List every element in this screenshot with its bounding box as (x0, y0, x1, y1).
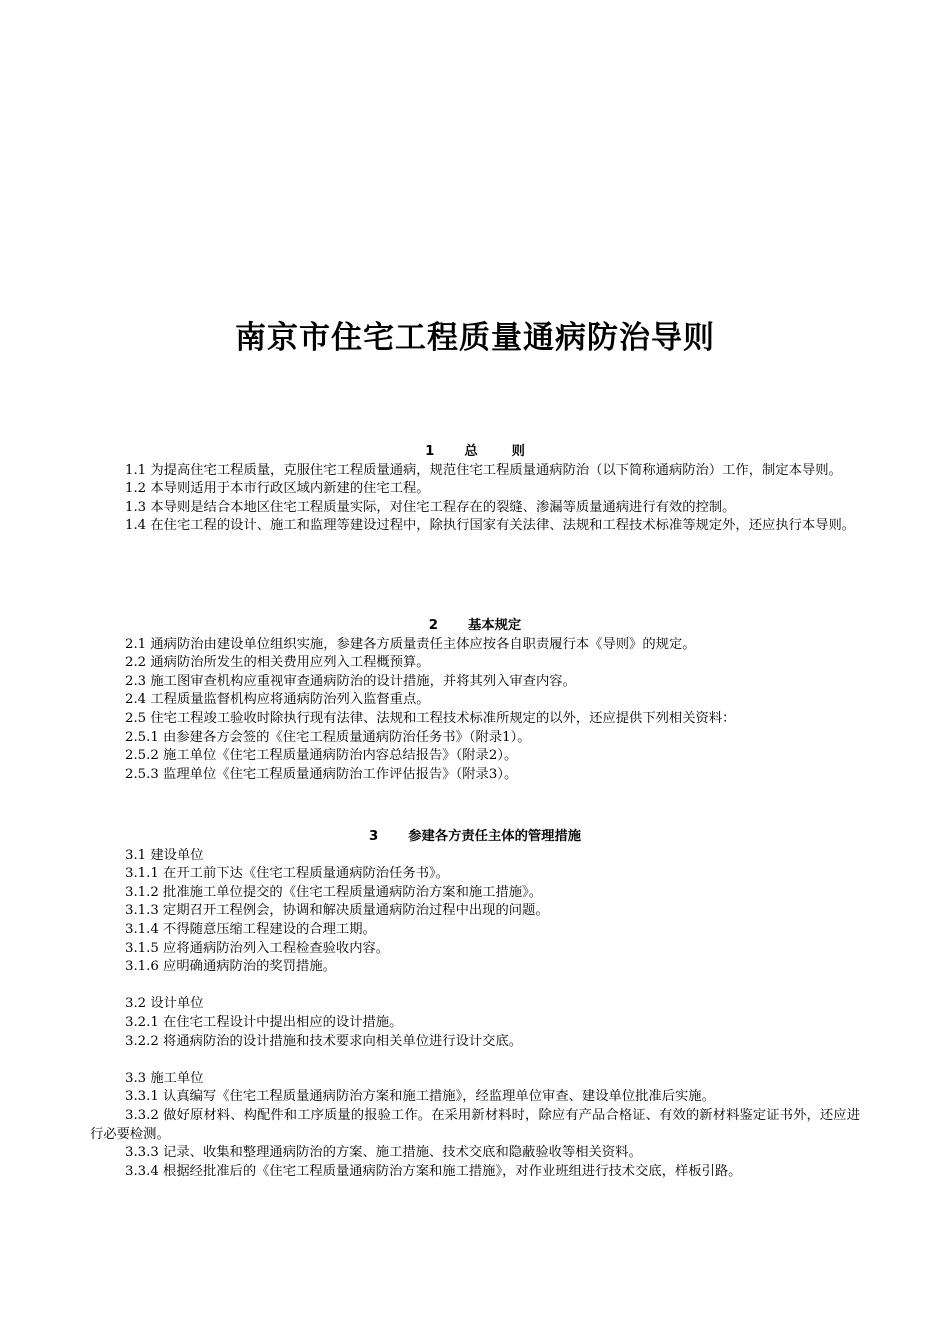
clause-paragraph: 3.1.1 在开工前下达《住宅工程质量通病防治任务书》。 (125, 866, 449, 882)
clause-paragraph: 2.5.3 监理单位《住宅工程质量通病防治工作评估报告》（附录3）。 (125, 766, 518, 782)
clause-paragraph: 3.1.6 应明确通病防治的奖罚措施。 (125, 959, 336, 975)
clause-paragraph: 2.1 通病防治由建设单位组织实施，参建各方质量责任主体应按各自职责履行本《导则》的规定。 (125, 636, 696, 652)
clause-paragraph: 2.5.2 施工单位《住宅工程质量通病防治内容总结报告》（附录2）。 (125, 748, 518, 764)
subsection-contractor (90, 1070, 860, 1182)
clause-paragraph: 3.1.5 应将通病防治列入工程检查验收内容。 (125, 940, 390, 956)
section-title: 总则 (464, 444, 559, 459)
subsection-heading: 3.1 建设单位 (125, 847, 204, 863)
section-general-principles (90, 443, 860, 536)
section-number: 3 (368, 829, 379, 844)
clause-paragraph: 3.2.1 在住宅工程设计中提出相应的设计措施。 (125, 1014, 403, 1030)
clause-paragraph: 3.3.4 根据经批准后的《住宅工程质量通病防治方案和施工措施》，对作业班组进行技术交底，样板引路。 (125, 1163, 742, 1179)
clause-paragraph: 2.4 工程质量监督机构应将通病防治列入监督重点。 (125, 692, 430, 708)
clause-paragraph: 1.4 在住宅工程的设计、施工和监理等建设过程中，除执行国家有关法律、法规和工程技术标准等规定外，还应执行本导则。 (125, 518, 856, 534)
clause-paragraph: 3.1.4 不得随意压缩工程建设的合理工期。 (125, 921, 376, 937)
document-title: 南京市住宅工程质量通病防治导则 (235, 320, 715, 356)
section-basic-provisions (90, 617, 860, 784)
section-heading (90, 617, 860, 636)
blank-line (90, 1051, 860, 1070)
clause-paragraph: 1.2 本导则适用于本市行政区域内新建的住宅工程。 (125, 481, 430, 497)
section-heading (90, 828, 860, 847)
subsection-design-unit (90, 995, 860, 1051)
section-title: 基本规定 (468, 618, 522, 633)
subsection-construction-unit (90, 847, 860, 977)
clause-paragraph: 2.5 住宅工程竣工验收时除执行现有法律、法规和工程技术标准所规定的以外，还应提供下列相关资料： (125, 710, 736, 726)
clause-paragraph: 2.5.1 由参建各方会签的《住宅工程质量通病防治任务书》（附录1）。 (125, 729, 531, 745)
section-heading (90, 443, 860, 462)
clause-paragraph: 1.3 本导则是结合本地区住宅工程质量实际，对住宅工程存在的裂缝、渗漏等质量通病进行有效的控制。 (125, 499, 736, 515)
subsection-heading: 3.2 设计单位 (125, 996, 204, 1012)
clause-paragraph: 3.1.2 批准施工单位提交的《住宅工程质量通病防治方案和施工措施》。 (125, 884, 543, 900)
clause-paragraph: 3.3.2 做好原材料、构配件和工序质量的报验工作。在采用新材料时，除应有产品合格证、有效的新材料鉴定证书外，还应进行必要检测。 (90, 1107, 860, 1142)
section-number: 1 (425, 444, 435, 459)
blank-line (90, 977, 860, 996)
section-number: 2 (428, 618, 439, 633)
section-management-measures (90, 828, 860, 1181)
clause-paragraph: 3.3.3 记录、收集和整理通病防治的方案、施工措施、技术交底和隐蔽验收等相关资料。 (125, 1145, 642, 1161)
document-page (90, 0, 860, 1344)
clause-paragraph: 3.3.1 认真编写《住宅工程质量通病防治方案和施工措施》，经监理单位审查、建设单位批准后实施。 (125, 1089, 715, 1105)
clause-paragraph: 3.2.2 将通病防治的设计措施和技术要求向相关单位进行设计交底。 (125, 1033, 523, 1049)
clause-paragraph: 2.2 通病防治所发生的相关费用应列入工程概预算。 (125, 655, 430, 671)
clause-paragraph: 1.1 为提高住宅工程质量，克服住宅工程质量通病，规范住宅工程质量通病防治（以下简称通病防治）工作，制定本导则。 (125, 462, 842, 478)
clause-paragraph: 3.1.3 定期召开工程例会，协调和解决质量通病防治过程中出现的问题。 (125, 903, 549, 919)
clause-paragraph: 2.3 施工图审查机构应重视审查通病防治的设计措施，并将其列入审查内容。 (125, 673, 576, 689)
section-title: 参建各方责任主体的管理措施 (408, 829, 582, 844)
subsection-heading: 3.3 施工单位 (125, 1070, 204, 1086)
